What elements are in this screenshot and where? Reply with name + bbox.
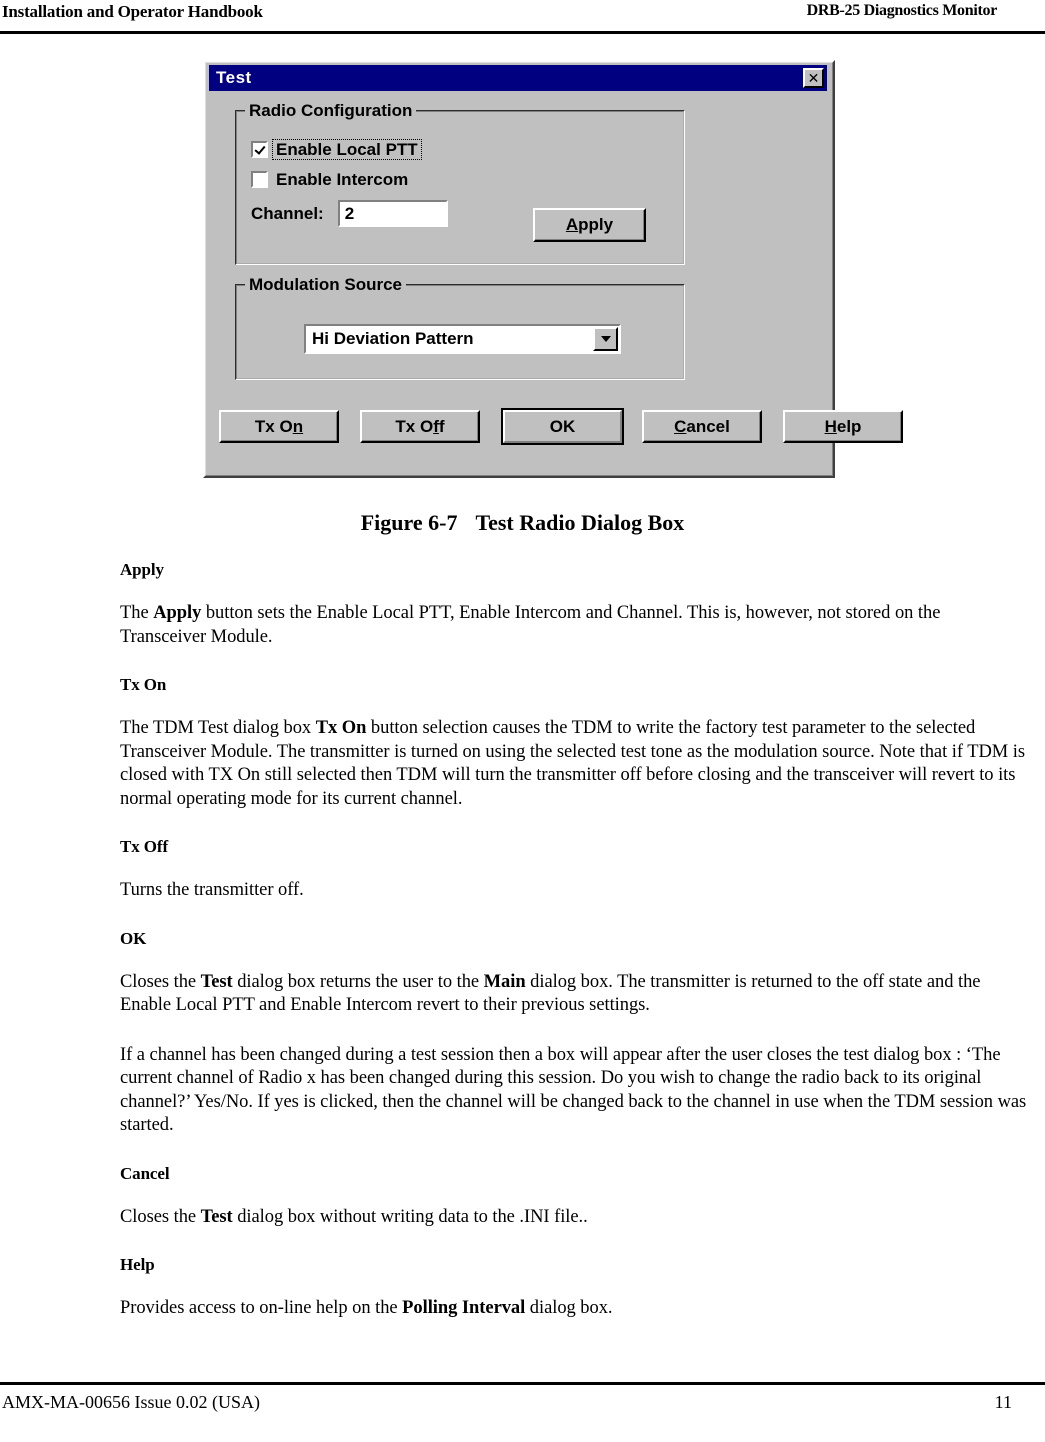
header-left-title: Installation and Operator Handbook xyxy=(2,2,263,21)
footer-page-number: 11 xyxy=(994,1392,1012,1412)
close-icon[interactable]: ✕ xyxy=(803,68,824,88)
section-heading-tx-off: Tx Off xyxy=(120,837,169,856)
tx-on-button-label: Tx On xyxy=(254,416,304,436)
checkbox-enable-intercom-label: Enable Intercom xyxy=(276,170,409,189)
ok-button-label: OK xyxy=(549,416,576,436)
section-heading-help: Help xyxy=(120,1255,155,1274)
section-heading-tx-on: Tx On xyxy=(120,675,167,694)
modulation-source-combobox[interactable] xyxy=(304,324,621,354)
dialog-titlebar[interactable] xyxy=(209,65,827,91)
channel-input[interactable]: 2 xyxy=(338,200,448,227)
tx-off-button[interactable] xyxy=(360,410,480,443)
radio-configuration-legend: Radio Configuration xyxy=(245,101,416,121)
cancel-button-label: Cancel xyxy=(674,416,730,436)
ok-button[interactable] xyxy=(501,408,624,445)
checkbox-enable-local-ptt-label: Enable Local PTT xyxy=(273,140,421,159)
footer-document-id: AMX-MA-00656 Issue 0.02 (USA) xyxy=(2,1392,260,1412)
footer-rule xyxy=(0,1382,1045,1385)
test-dialog-window xyxy=(203,60,862,478)
modulation-source-legend: Modulation Source xyxy=(245,275,406,295)
help-button[interactable] xyxy=(783,410,903,443)
section-heading-apply: Apply xyxy=(120,560,164,579)
section-paragraph-help: Provides access to on-line help on the Polling Interval dialog box. xyxy=(120,1298,613,1318)
apply-button[interactable] xyxy=(533,208,646,242)
tx-on-button[interactable] xyxy=(219,410,339,443)
section-paragraph-tx-off: Turns the transmitter off. xyxy=(120,880,304,900)
figure-caption xyxy=(0,510,1045,536)
channel-label: Channel: xyxy=(251,203,324,223)
apply-accesskey: A xyxy=(565,215,579,234)
document-body xyxy=(120,560,1030,1321)
tx-off-button-label: Tx Off xyxy=(395,416,445,436)
modulation-source-group xyxy=(235,275,685,380)
checkbox-box-icon[interactable] xyxy=(251,171,268,188)
section-paragraph-ok-1: Closes the Test dialog box returns the user to the Main dialog box. The transmitter is returned to the off state and the Enable Local PTT and Enable Intercom revert to their previous settings. xyxy=(120,971,981,1015)
section-heading-cancel: Cancel xyxy=(120,1163,170,1183)
header-right-title: DRB-25 Diagnostics Monitor xyxy=(806,2,997,19)
chevron-down-glyph xyxy=(601,336,611,342)
page-footer xyxy=(0,1392,1045,1422)
chevron-down-icon[interactable] xyxy=(593,327,618,351)
channel-field-row xyxy=(251,200,448,227)
section-heading-ok: OK xyxy=(120,928,147,948)
dialog-title: Test xyxy=(216,68,252,87)
apply-button-label xyxy=(566,215,613,235)
figure-number: Figure 6-7 xyxy=(360,510,458,535)
cancel-button[interactable] xyxy=(642,410,762,443)
section-paragraph-tx-on: The TDM Test dialog box Tx On button selection causes the TDM to write the factory test parameter to the selected Transceiver Module. The transmitter is turned on using the selected test tone as the modulation source. Note that if TDM is closed with TX On still selected then TDM will turn the transmitter off before closing and the transceiver will revert to its normal operating mode for its current channel. xyxy=(120,718,1025,809)
section-paragraph-cancel: Closes the Test dialog box without writing data to the .INI file.. xyxy=(120,1206,588,1227)
section-paragraph-apply: The Apply button sets the Enable Local PTT, Enable Intercom and Channel. This is, however, not stored on the Transceiver Module. xyxy=(120,603,941,647)
radio-configuration-group xyxy=(235,101,685,265)
checkmark-icon[interactable] xyxy=(251,141,268,158)
figure-title: Test Radio Dialog Box xyxy=(475,510,685,535)
apply-label-rest: pply xyxy=(578,215,614,234)
section-paragraph-ok-2: If a channel has been changed during a test session then a box will appear after the user closes the test dialog box : ‘The current channel of Radio x has been changed during this session. Do you wish to change the radio back to its original channel?’ Yes/No. If yes is clicked, then the channel will be changed back to the channel in use when the TDM session was started. xyxy=(120,1044,1027,1135)
modulation-source-selected-value: Hi Deviation Pattern xyxy=(312,329,474,348)
checkbox-enable-intercom[interactable] xyxy=(251,170,411,189)
help-button-label: Help xyxy=(824,416,862,436)
checkbox-enable-local-ptt[interactable] xyxy=(251,140,421,159)
header-rule xyxy=(0,31,1045,34)
